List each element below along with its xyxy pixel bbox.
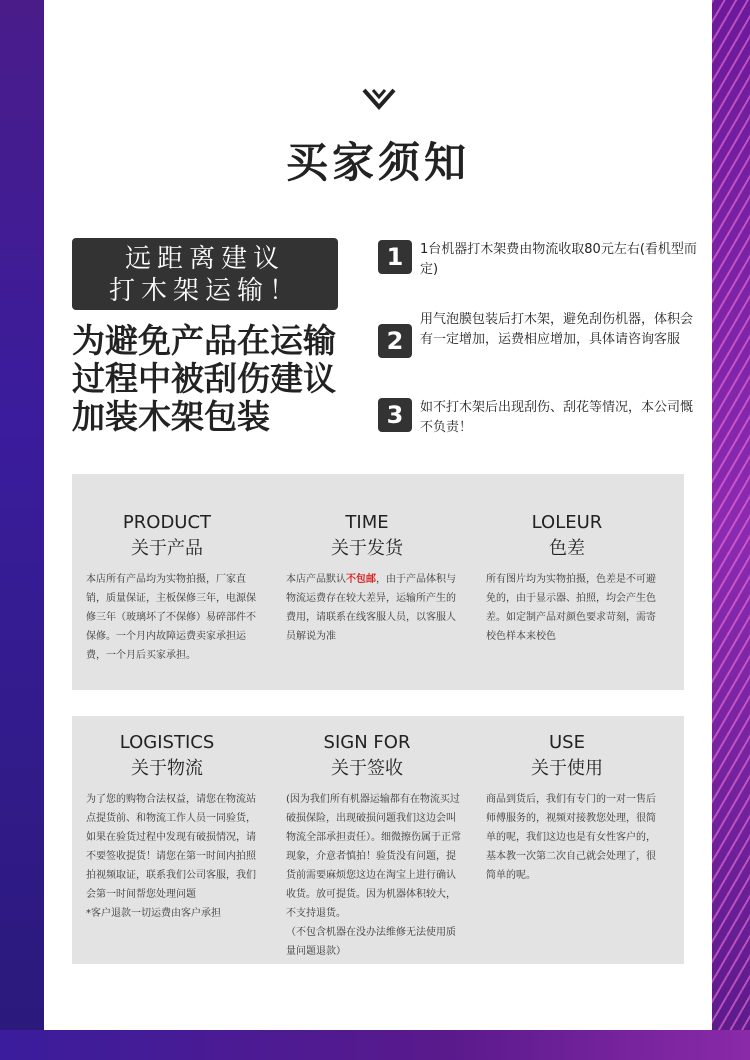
card-title-en: USE bbox=[549, 732, 585, 753]
card-body-note: （不包含机器在没办法维修无法使用质量问题退款） bbox=[286, 927, 456, 957]
headline-line-3: 加装木架包装 bbox=[72, 397, 270, 436]
card-body-note: *客户退款一切运费由客户承担 bbox=[86, 908, 221, 919]
card-body-post: ，由于产品体积与物流运费存在较大差异，运输所产生的费用，请联系在线客服人员，以客服人员解说为准 bbox=[286, 574, 456, 642]
headline-line-1: 为避免产品在运输 bbox=[72, 321, 336, 360]
banner-line-2: 打木架运输！ bbox=[108, 276, 301, 306]
card-title-cn: 关于物流 bbox=[131, 758, 203, 779]
card-title-en: PRODUCT bbox=[122, 512, 212, 533]
card-body bbox=[86, 790, 262, 923]
note-number: 2 bbox=[378, 324, 412, 358]
card-body-text: 为了您的购物合法权益，请您在物流站点提货前、和物流工作人员一同验货，如果在验货过程中发现有破损情况，请不要签收提货！请您在第一时间内拍照拍视频取证，联系我们公司客服，我们会第一时间帮您处理问题 bbox=[86, 794, 256, 900]
note-text: 1台机器打木架费由物流收取80元左右(看机型而定) bbox=[420, 242, 697, 277]
card-title-en: SIGN FOR bbox=[323, 732, 411, 753]
wood-frame-banner bbox=[72, 238, 338, 310]
background-bottom bbox=[0, 1030, 750, 1060]
background-left bbox=[0, 0, 44, 1060]
note-number: 1 bbox=[378, 240, 412, 274]
info-section-2 bbox=[72, 716, 684, 964]
card-body bbox=[286, 790, 462, 961]
headline-line-2: 过程中被刮伤建议 bbox=[72, 359, 336, 398]
note-text: 如不打木架后出现刮伤、刮花等情况，本公司慨不负责！ bbox=[420, 400, 694, 435]
card-title-cn: 关于产品 bbox=[131, 538, 203, 559]
note-text: 用气泡膜包装后打木架，避免刮伤机器，体积会有一定增加，运费相应增加，具体请咨询客服 bbox=[420, 312, 694, 347]
card-title-en: TIME bbox=[345, 512, 389, 533]
headline bbox=[72, 322, 372, 436]
card-title-cn: 色差 bbox=[549, 538, 585, 559]
banner-line-1: 远距离建议 bbox=[124, 244, 285, 274]
chevron-down-icon bbox=[362, 88, 396, 110]
card-body: 所有图片均为实物拍摄，色差是不可避免的，由于显示器、拍照，均会产生色差。如定制产品对颜色要求苛刻，需寄校色样本来校色 bbox=[486, 574, 656, 642]
card-title-cn: 关于发货 bbox=[331, 538, 403, 559]
card-body: 本店所有产品均为实物拍摄，厂家直销，质量保证，主板保修三年，电源保修三年（玻璃坏了不保修）易碎部件不保修。一个月内故障运费卖家承担运费，一个月后买家承担。 bbox=[86, 574, 256, 661]
background-right-decoration bbox=[712, 0, 750, 1060]
card-title-en: LOGISTICS bbox=[119, 732, 215, 753]
content-panel bbox=[44, 0, 712, 1030]
card-body-pre: 本店产品默认 bbox=[286, 574, 346, 585]
no-free-shipping-highlight: 不包邮 bbox=[346, 574, 376, 585]
page-title: 买家须知 bbox=[285, 138, 470, 187]
note-number: 3 bbox=[378, 398, 412, 432]
card-title-cn: 关于使用 bbox=[531, 758, 603, 779]
card-body bbox=[286, 570, 462, 646]
card-title-en: LOLEUR bbox=[531, 512, 603, 533]
card-body: 商品到货后，我们有专门的一对一售后师傅服务的，视频对接教您处理，很简单的呢，我们这边也是有女性客户的，基本教一次第二次自己就会处理了，很简单的呢。 bbox=[486, 794, 656, 881]
card-body-text: (因为我们所有机器运输都有在物流买过破损保险，出现破损问题我们这边会叫物流全部承担责任）。细微擦伤属于正常现象，介意者慎拍！验货没有问题，提货前需要麻烦您这边在淘宝上进行确认收货。放可提货。因为机器体积较大，不支持退货。 bbox=[286, 794, 461, 919]
info-section-1 bbox=[72, 474, 684, 690]
card-title-cn: 关于签收 bbox=[331, 758, 403, 779]
